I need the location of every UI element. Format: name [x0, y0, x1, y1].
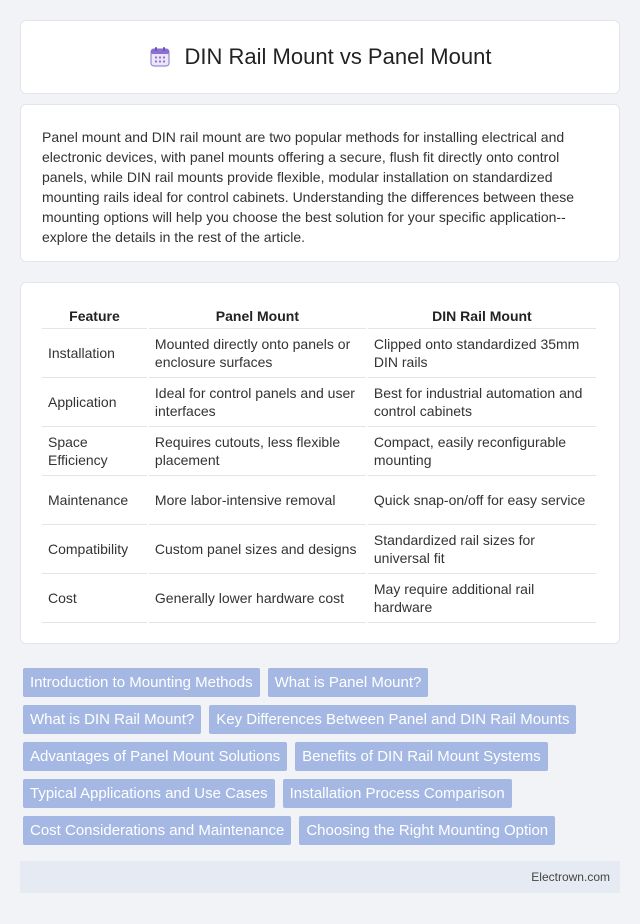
- calendar-icon: [149, 46, 171, 68]
- comparison-table: [40, 305, 598, 623]
- table-cell: Quick snap-on/off for easy service: [368, 476, 596, 525]
- table-row: [42, 378, 596, 427]
- footer: [20, 861, 620, 893]
- table-cell: Requires cutouts, less flexible placement: [149, 427, 366, 476]
- page-title: DIN Rail Mount vs Panel Mount: [184, 44, 492, 69]
- table-cell: Maintenance: [42, 476, 147, 525]
- tag-installation-comparison[interactable]: Installation Process Comparison: [283, 779, 512, 808]
- tag-benefits-din-rail[interactable]: Benefits of DIN Rail Mount Systems: [295, 742, 547, 771]
- table-cell: Application: [42, 378, 147, 427]
- table-cell: Custom panel sizes and designs: [149, 525, 366, 574]
- table-cell: Ideal for control panels and user interfaces: [149, 378, 366, 427]
- table-cell: Space Efficiency: [42, 427, 147, 476]
- table-cell: Compatibility: [42, 525, 147, 574]
- footer-site-name: Electrown.com: [531, 870, 610, 884]
- header-din-rail-mount: DIN Rail Mount: [368, 305, 596, 329]
- table-cell: Best for industrial automation and control cabinets: [368, 378, 596, 427]
- table-cell: Cost: [42, 574, 147, 623]
- table-cell: Installation: [42, 329, 147, 378]
- header-feature: Feature: [42, 305, 147, 329]
- table-row: [42, 476, 596, 525]
- table-cell: Generally lower hardware cost: [149, 574, 366, 623]
- table-row: [42, 574, 596, 623]
- tag-advantages-panel-mount[interactable]: Advantages of Panel Mount Solutions: [23, 742, 287, 771]
- intro-card: [20, 104, 620, 262]
- table-cell: Mounted directly onto panels or enclosure surfaces: [149, 329, 366, 378]
- table-cell: More labor-intensive removal: [149, 476, 366, 525]
- intro-text: Panel mount and DIN rail mount are two popular methods for installing electrical and electronic devices, with panel mounts offering a secure, flush fit directly onto control panels, while DIN rail mounts provide flexible, modular installation on standardized mounting rails ideal for control cabinets. Understanding the differences between these mounting options will help you choose the best solution for your specific application--explore the details in the rest of the article.: [42, 129, 575, 245]
- tag-what-is-din-rail-mount[interactable]: What is DIN Rail Mount?: [23, 705, 201, 734]
- table-row: [42, 329, 596, 378]
- table-cell: May require additional rail hardware: [368, 574, 596, 623]
- header-panel-mount: Panel Mount: [149, 305, 366, 329]
- title-card: [20, 20, 620, 94]
- table-cell: Clipped onto standardized 35mm DIN rails: [368, 329, 596, 378]
- table-header-row: [42, 305, 596, 329]
- comparison-table-card: [20, 282, 620, 644]
- table-cell: Standardized rail sizes for universal fit: [368, 525, 596, 574]
- table-row: [42, 525, 596, 574]
- table-row: [42, 427, 596, 476]
- tag-what-is-panel-mount[interactable]: What is Panel Mount?: [268, 668, 429, 697]
- tag-typical-applications[interactable]: Typical Applications and Use Cases: [23, 779, 275, 808]
- topic-tags: [23, 668, 613, 845]
- tag-introduction[interactable]: Introduction to Mounting Methods: [23, 668, 260, 697]
- tag-cost-maintenance[interactable]: Cost Considerations and Maintenance: [23, 816, 291, 845]
- tag-choosing-option[interactable]: Choosing the Right Mounting Option: [299, 816, 555, 845]
- tag-key-differences[interactable]: Key Differences Between Panel and DIN Rail Mounts: [209, 705, 576, 734]
- table-cell: Compact, easily reconfigurable mounting: [368, 427, 596, 476]
